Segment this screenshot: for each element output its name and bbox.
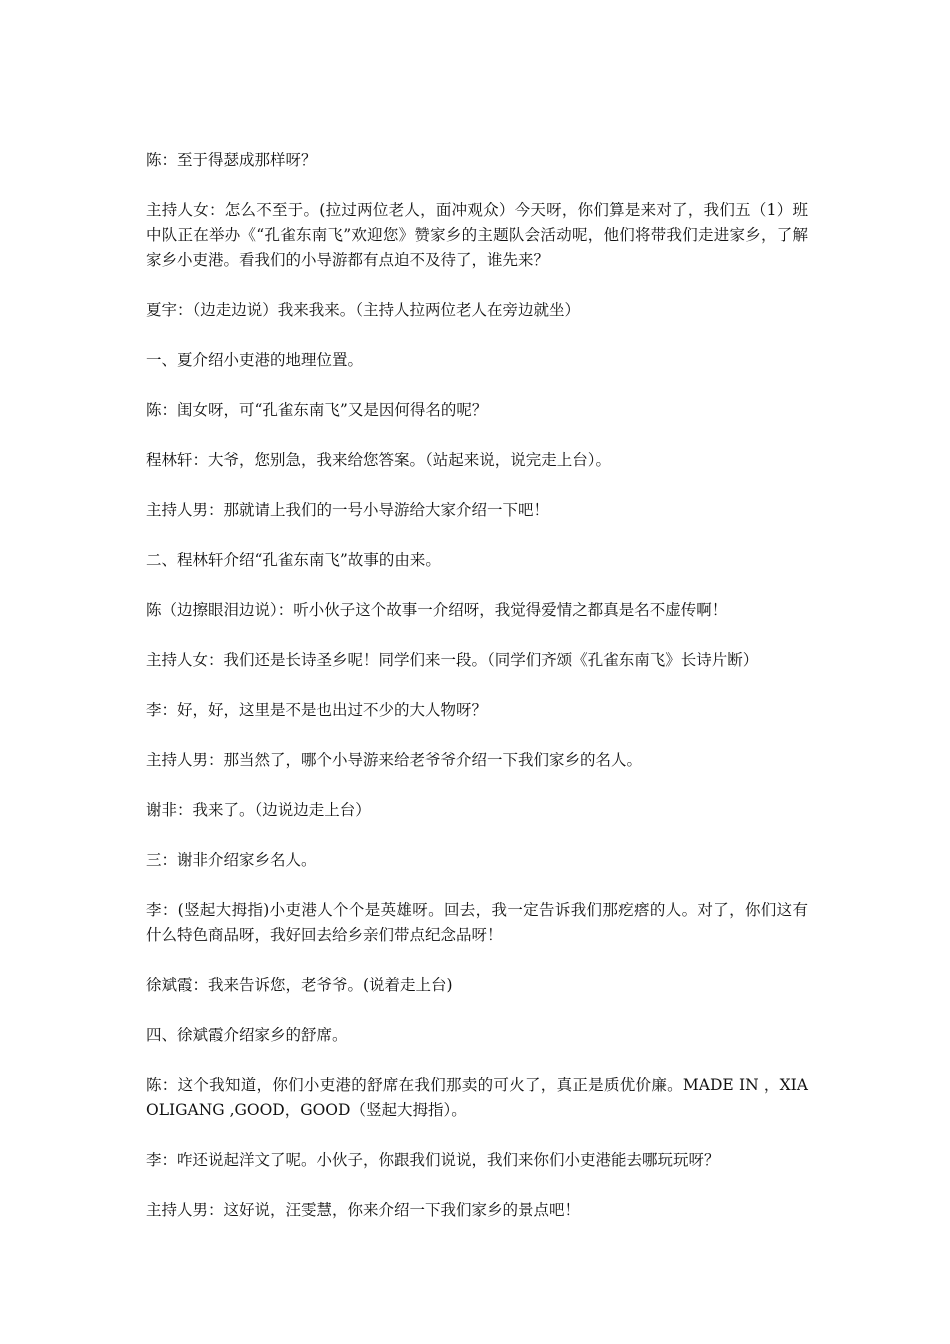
paragraph-14: 三：谢非介绍家乡名人。	[146, 851, 317, 869]
paragraph-10: 主持人女：我们还是长诗圣乡呢！同学们来一段。（同学们齐颂《孔雀东南飞》长诗片断）	[146, 651, 759, 669]
paragraph-11: 李：好，好，这里是不是也出过不少的大人物呀？	[146, 701, 488, 719]
paragraph-5: 陈：闺女呀，可“孔雀东南飞”又是因何得名的呢？	[146, 401, 488, 419]
paragraph-19: 李：咋还说起洋文了呢。小伙子，你跟我们说说，我们来你们小吏港能去哪玩玩呀？	[146, 1151, 720, 1169]
paragraph-20: 主持人男：这好说，汪雯慧，你来介绍一下我们家乡的景点吧！	[146, 1201, 581, 1219]
document-body	[146, 148, 808, 1248]
paragraph-3: 夏宇：（边走边说）我来我来。（主持人拉两位老人在旁边就坐）	[146, 301, 581, 319]
paragraph-15: 李：(竖起大拇指)小吏港人个个是英雄呀。回去，我一定告诉我们那疙瘩的人。对了，你们这有什么特色商品呀，我好回去给乡亲们带点纪念品呀！	[146, 901, 808, 944]
paragraph-12: 主持人男：那当然了，哪个小导游来给老爷爷介绍一下我们家乡的名人。	[146, 751, 643, 769]
paragraph-18: 陈：这个我知道，你们小吏港的舒席在我们那卖的可火了，真正是质优价廉。MADE IN ，XIAOLIGANG ,GOOD，GOOD（竖起大拇指）。	[146, 1076, 808, 1119]
paragraph-4: 一、夏介绍小吏港的地理位置。	[146, 351, 364, 369]
paragraph-7: 主持人男：那就请上我们的一号小导游给大家介绍一下吧！	[146, 501, 550, 519]
paragraph-16: 徐斌霞：我来告诉您，老爷爷。(说着走上台)	[146, 976, 453, 994]
paragraph-6: 程林轩：大爷，您别急，我来给您答案。（站起来说，说完走上台）。	[146, 451, 612, 469]
paragraph-2: 主持人女：怎么不至于。(拉过两位老人，面冲观众）今天呀，你们算是来对了，我们五（1）班中队正在举办《“孔雀东南飞”欢迎您》赞家乡的主题队会活动呢，他们将带我们走进家乡，了解家乡小吏港。看我们的小导游都有点迫不及待了，谁先来？	[146, 201, 808, 269]
paragraph-1: 陈：至于得瑟成那样呀？	[146, 151, 317, 169]
paragraph-8: 二、程林轩介绍“孔雀东南飞”故事的由来。	[146, 551, 441, 569]
paragraph-9: 陈（边擦眼泪边说）：听小伙子这个故事一介绍呀，我觉得爱情之都真是名不虚传啊！	[146, 601, 728, 619]
paragraph-13: 谢非：我来了。（边说边走上台）	[146, 801, 371, 819]
paragraph-17: 四、徐斌霞介绍家乡的舒席。	[146, 1026, 348, 1044]
